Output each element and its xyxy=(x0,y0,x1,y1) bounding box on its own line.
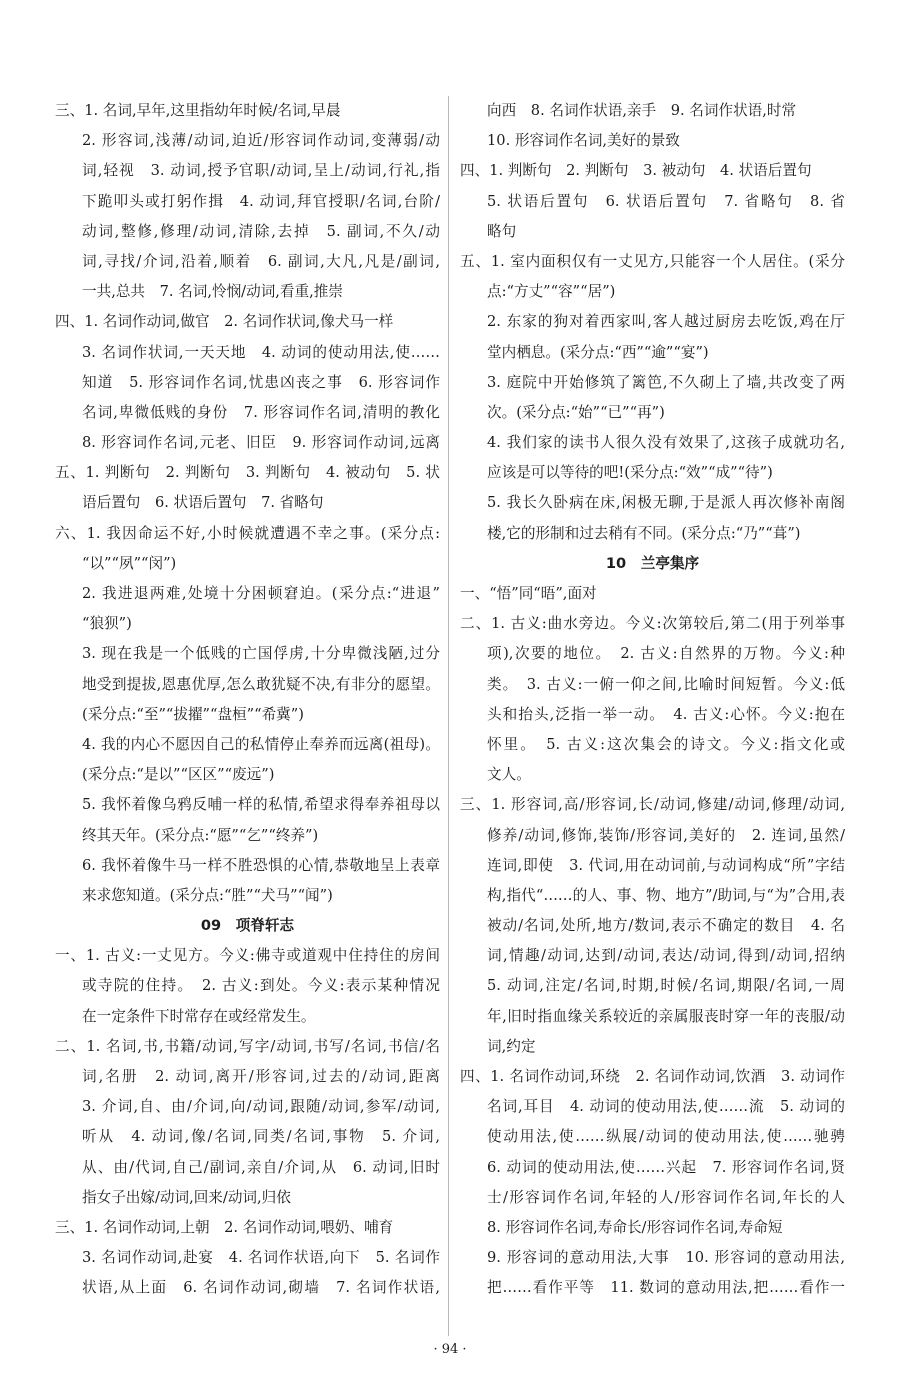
text-line: 五、1. 判断句 2. 判断句 3. 判断句 4. 被动句 5. 状 xyxy=(55,464,440,482)
text-line: 把……看作平等 11. 数词的意动用法,把……看作一 xyxy=(487,1279,845,1297)
text-line: 五、1. 室内面积仅有一丈见方,只能容一个人居住。(采分 xyxy=(460,252,845,270)
text-line: 三、1. 形容词,高/形容词,长/动词,修建/动词,修理/动词, xyxy=(460,796,845,814)
text-line: 终其天年。(采分点:“愿”“乞”“终养”) xyxy=(82,826,319,844)
column-divider xyxy=(448,96,449,1336)
text-line: 8. 形容词作名词,元老、旧臣 9. 形容词作动词,远离 xyxy=(82,434,440,452)
text-line: 文人。 xyxy=(487,766,531,784)
text-line: 4. 我们家的读书人很久没有效果了,这孩子成就功名, xyxy=(487,434,845,452)
text-line: 3. 名词作状词,一天天地 4. 动词的使动用法,使…… xyxy=(82,343,440,361)
text-line: 2. 我进退两难,处境十分困顿窘迫。(采分点:“进退” xyxy=(82,585,440,602)
text-line: (采分点:“至”“拔擢”“盘桓”“希冀”) xyxy=(82,705,304,723)
text-line: 楼,它的形制和过去稍有不同。(采分点:“乃”“葺”) xyxy=(487,524,801,542)
text-line: 指女子出嫁/动词,回来/动词,归依 xyxy=(82,1188,291,1206)
text-line: 2. 东家的狗对着西家叫,客人越过厨房去吃饭,鸡在厅 xyxy=(487,313,845,331)
text-line: 5. 状语后置句 6. 状语后置句 7. 省略句 8. 省 xyxy=(487,192,845,210)
text-line: 名词,卑微低贱的身份 7. 形容词作名词,清明的教化 xyxy=(82,403,440,421)
text-line: 5. 我怀着像乌鸦反哺一样的私情,希望求得奉养祖母以 xyxy=(82,796,440,814)
text-line: 语后置句 6. 状语后置句 7. 省略句 xyxy=(82,494,324,512)
text-line: 连词,即使 3. 代词,用在动词前,与动词构成“所”字结 xyxy=(487,856,845,874)
text-line: 从、由/代词,自己/副词,亲自/介词,从 6. 动词,旧时 xyxy=(82,1158,440,1176)
text-line: 3. 介词,自、由/介词,向/动词,跟随/动词,参军/动词, xyxy=(82,1098,440,1116)
text-line: 6. 我怀着像牛马一样不胜恐惧的心情,恭敬地呈上表章 xyxy=(82,856,440,874)
text-line: 3. 名词作动词,赴宴 4. 名词作状语,向下 5. 名词作 xyxy=(82,1249,440,1267)
text-line: 四、1. 名词作动词,做官 2. 名词作状词,像犬马一样 xyxy=(55,313,394,331)
text-line: 构,指代“……的人、事、物、地方”/助词,与“为”合用,表 xyxy=(487,886,845,904)
section-title: 09 项脊轩志 xyxy=(200,917,295,935)
text-line: 知道 5. 形容词作名词,忧患凶丧之事 6. 形容词作 xyxy=(82,373,440,391)
text-line: 或寺院的住持。 2. 古义:到处。今义:表示某种情况 xyxy=(82,977,440,995)
text-line: 5. 我长久卧病在床,闲极无聊,于是派人再次修补南阁 xyxy=(487,494,845,512)
text-line: 一、“悟”同“晤”,面对 xyxy=(460,585,597,602)
text-line: 2. 形容词,浅薄/动词,迫近/形容词作动词,变薄弱/动 xyxy=(82,132,440,150)
text-line: 词,约定 xyxy=(487,1037,536,1055)
text-line: 3. 庭院中开始修筑了篱笆,不久砌上了墙,共改变了两 xyxy=(487,373,845,391)
text-line: 被动/名词,处所,地方/数词,表示不确定的数目 4. 名 xyxy=(487,917,845,935)
text-line: 名词,耳目 4. 动词的使动用法,使……流 5. 动词的 xyxy=(487,1098,845,1116)
text-line: 状语,从上面 6. 名词作动词,砌墙 7. 名词作状语, xyxy=(82,1279,440,1297)
text-line: 8. 形容词作名词,寿命长/形容词作名词,寿命短 xyxy=(487,1218,783,1236)
left-column xyxy=(55,96,440,1304)
text-line: 应该是可以等待的吧!(采分点:“效”“成”“待”) xyxy=(487,464,773,482)
page-number: · 94 · xyxy=(433,1342,467,1357)
text-line: 在一定条件下时常存在或经常发生。 xyxy=(82,1007,316,1025)
text-line: 9. 形容词的意动用法,大事 10. 形容词的意动用法, xyxy=(487,1249,845,1267)
text-line: 三、1. 名词作动词,上朝 2. 名词作动词,喂奶、哺育 xyxy=(55,1218,394,1236)
text-line: 略句 xyxy=(487,222,517,240)
text-line: 一、1. 古义:一丈见方。今义:佛寺或道观中住持住的房间 xyxy=(55,947,440,965)
text-line: 年,旧时指血缘关系较近的亲属服丧时穿一年的丧服/动 xyxy=(487,1007,845,1025)
text-line: 四、1. 名词作动词,环绕 2. 名词作动词,饮酒 3. 动词作 xyxy=(460,1068,845,1085)
text-line: 词,寻找/介词,沿着,顺着 6. 副词,大凡,凡是/副词, xyxy=(82,252,440,270)
text-line: 5. 动词,注定/名词,时期,时候/名词,期限/名词,一周 xyxy=(487,977,845,995)
text-line: 怀里。 5. 古义:这次集会的诗文。今义:指文化或 xyxy=(487,735,845,753)
text-line: 词,轻视 3. 动词,授予官职/动词,呈上/动词,行礼,指 xyxy=(82,162,440,180)
right-column xyxy=(460,96,845,1304)
text-line: 6. 动词的使动用法,使……兴起 7. 形容词作名词,贤 xyxy=(487,1158,845,1176)
text-line: 类。 3. 古义:一俯一仰之间,比喻时间短暂。今义:低 xyxy=(487,675,845,693)
text-line: 六、1. 我因命运不好,小时候就遭遇不幸之事。(采分点: xyxy=(55,524,440,542)
text-line: 4. 我的内心不愿因自己的私情停止奉养而远离(祖母)。 xyxy=(82,735,440,753)
text-line: 堂内栖息。(采分点:“西”“逾”“宴”) xyxy=(487,343,709,361)
text-line: 动词,整修,修理/动词,清除,去掉 5. 副词,不久/动 xyxy=(82,222,440,240)
text-line: 使动用法,使……纵展/动词的使动用法,使……驰骋 xyxy=(487,1128,845,1146)
text-line: 听从 4. 动词,像/名词,同类/名词,事物 5. 介词, xyxy=(82,1128,440,1146)
text-line: 头和抬头,泛指一举一动。 4. 古义:心怀。今义:抱在 xyxy=(487,705,845,723)
text-line: 二、1. 古义:曲水旁边。今义:次第较后,第二(用于列举事 xyxy=(460,615,845,633)
text-line: (采分点:“是以”“区区”“废远”) xyxy=(82,766,275,784)
text-line: 修养/动词,修饰,装饰/形容词,美好的 2. 连词,虽然/ xyxy=(487,826,845,844)
text-line: 来求您知道。(采分点:“胜”“犬马”“闻”) xyxy=(82,886,333,904)
section-title: 10 兰亭集序 xyxy=(605,554,700,572)
text-line: 点:“方丈”“容”“居”) xyxy=(487,283,616,301)
text-line: “以”“夙”“闵”) xyxy=(82,554,177,572)
text-line: 四、1. 判断句 2. 判断句 3. 被动句 4. 状语后置句 xyxy=(460,162,812,180)
text-line: 地受到提拔,恩惠优厚,怎么敢犹疑不决,有非分的愿望。 xyxy=(82,675,440,693)
text-line: 项),次要的地位。 2. 古义:自然界的万物。今义:种 xyxy=(487,645,845,663)
text-line: 三、1. 名词,早年,这里指幼年时候/名词,早晨 xyxy=(55,102,341,119)
text-line: 一共,总共 7. 名词,怜悯/动词,看重,推崇 xyxy=(82,283,343,301)
text-line: 10. 形容词作名词,美好的景致 xyxy=(487,132,681,150)
text-line: “狼狈”) xyxy=(82,615,132,633)
text-line: 向西 8. 名词作状语,亲手 9. 名词作状语,时常 xyxy=(487,102,797,119)
text-line: 词,情趣/动词,达到/动词,表达/动词,得到/动词,招纳 xyxy=(487,947,845,965)
text-line: 3. 现在我是一个低贱的亡国俘虏,十分卑微浅陋,过分 xyxy=(82,645,440,663)
text-line: 下跪叩头或打躬作揖 4. 动词,拜官授职/名词,台阶/ xyxy=(82,192,440,210)
text-line: 二、1. 名词,书,书籍/动词,写字/动词,书写/名词,书信/名 xyxy=(55,1037,440,1055)
text-line: 士/形容词作名词,年轻的人/形容词作名词,年长的人 xyxy=(487,1188,845,1206)
text-line: 次。(采分点:“始”“已”“再”) xyxy=(487,403,665,421)
text-line: 词,名册 2. 动词,离开/形容词,过去的/动词,距离 xyxy=(82,1068,440,1085)
